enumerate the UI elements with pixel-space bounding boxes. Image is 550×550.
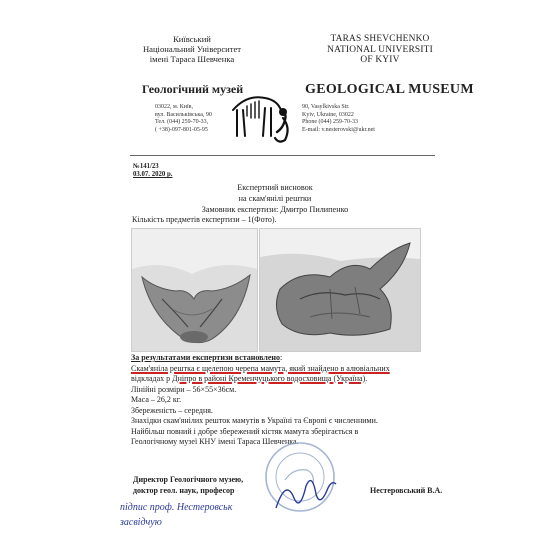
header-ua-line: Київський: [173, 34, 211, 44]
address-en-line: Kyiv, Ukraine, 03022: [302, 111, 354, 118]
para-2: Найбільш повний і добре збережений кістяк мамута зберігається в: [131, 426, 359, 436]
body-line-2-start: відкладах: [131, 374, 167, 383]
doc-date: 03.07. 2020 р.: [133, 171, 173, 178]
museum-title-ua: Геологічний музей: [142, 82, 244, 96]
address-en-line: E-mail: v.nesterovski@ukr.net: [302, 126, 375, 133]
result-heading-line: [131, 353, 431, 364]
handwritten-note: [120, 500, 232, 530]
address-ua-line: ( +38)-097-801-05-95: [155, 126, 208, 133]
para-1: Знахідки скам'янілих решток мамутів в Україні та Європі є численними.: [131, 416, 378, 425]
jaw-side-image: [260, 229, 420, 351]
address-ua-line: 03022, м. Київ,: [155, 104, 194, 110]
doc-number-block: [133, 163, 172, 179]
result-heading-colon: :: [280, 353, 283, 362]
handwritten-line: підпис проф. Нестеровськ: [120, 502, 233, 513]
body-line-1: Скам'яніла решткa є щелепою черепа мамута, який знайдено в алювіальних: [131, 363, 390, 373]
doc-customer: Замовник експертизи: Дмитро Пилипенко: [201, 205, 349, 214]
doc-subtitle: на скам'янілі рештки: [238, 194, 312, 203]
mass: Маса – 26,2 кг.: [131, 395, 182, 404]
body-line-2-end: .: [365, 374, 368, 383]
address-en: [302, 104, 442, 134]
location-highlight: р Дніпро в районі Кременчуцького водосховища (Україна): [166, 374, 366, 383]
header-en-line: NATIONAL UNIVERSITI: [327, 44, 433, 55]
item-count: Кількість предметів експертизи – 1(Фото).: [132, 215, 277, 224]
museum-title-en: GEOLOGICAL MUSEUM: [305, 82, 474, 97]
address-ua-line: Тел. (044) 259-70-33,: [155, 119, 209, 126]
header-divider: [130, 155, 435, 156]
address-en-line: 90, Vasylkivska Str.: [302, 104, 350, 110]
signer-name: Нестеровський В.А.: [370, 486, 443, 495]
signer-title: Директор Геологічного музею,: [133, 475, 244, 484]
header-en-university: [300, 34, 460, 66]
photo-jaw-front: [131, 228, 258, 352]
address-ua-line: вул. Васильківська, 90: [155, 111, 212, 118]
doc-number: №141/23: [133, 163, 159, 170]
preservation: Збереженість – середня.: [131, 405, 213, 415]
signer-degree: доктор геол. наук, професор: [133, 486, 235, 495]
photo-jaw-side: [259, 228, 421, 352]
header-ua-university: [122, 34, 262, 64]
header-en-line: TARAS SHEVCHENKO: [330, 34, 430, 44]
result-heading: За результатами експертизи встановлено: [131, 353, 281, 362]
jaw-front-image: [132, 229, 257, 351]
address-en-line: Phone (044) 259-70-33: [302, 119, 358, 126]
header-ua-line: імені Тараса Шевченка: [149, 54, 235, 64]
body-line-2: [131, 374, 431, 385]
para-3: Геологічному музеї КНУ імені Тараса Шевченка.: [131, 437, 299, 446]
signature-block: [133, 474, 243, 496]
address-ua: [155, 104, 265, 134]
handwritten-line: засвідчую: [120, 517, 162, 528]
doc-body: [131, 353, 431, 448]
header-en-line: OF KYIV: [360, 55, 400, 65]
doc-title: Експертний висновок: [237, 183, 313, 192]
doc-title-block: [150, 182, 400, 215]
dimensions: Лінійні розміри – 56×55×36см.: [131, 384, 237, 394]
signature-scribble: [270, 468, 340, 518]
header-ua-line: Національний Університет: [142, 44, 242, 54]
